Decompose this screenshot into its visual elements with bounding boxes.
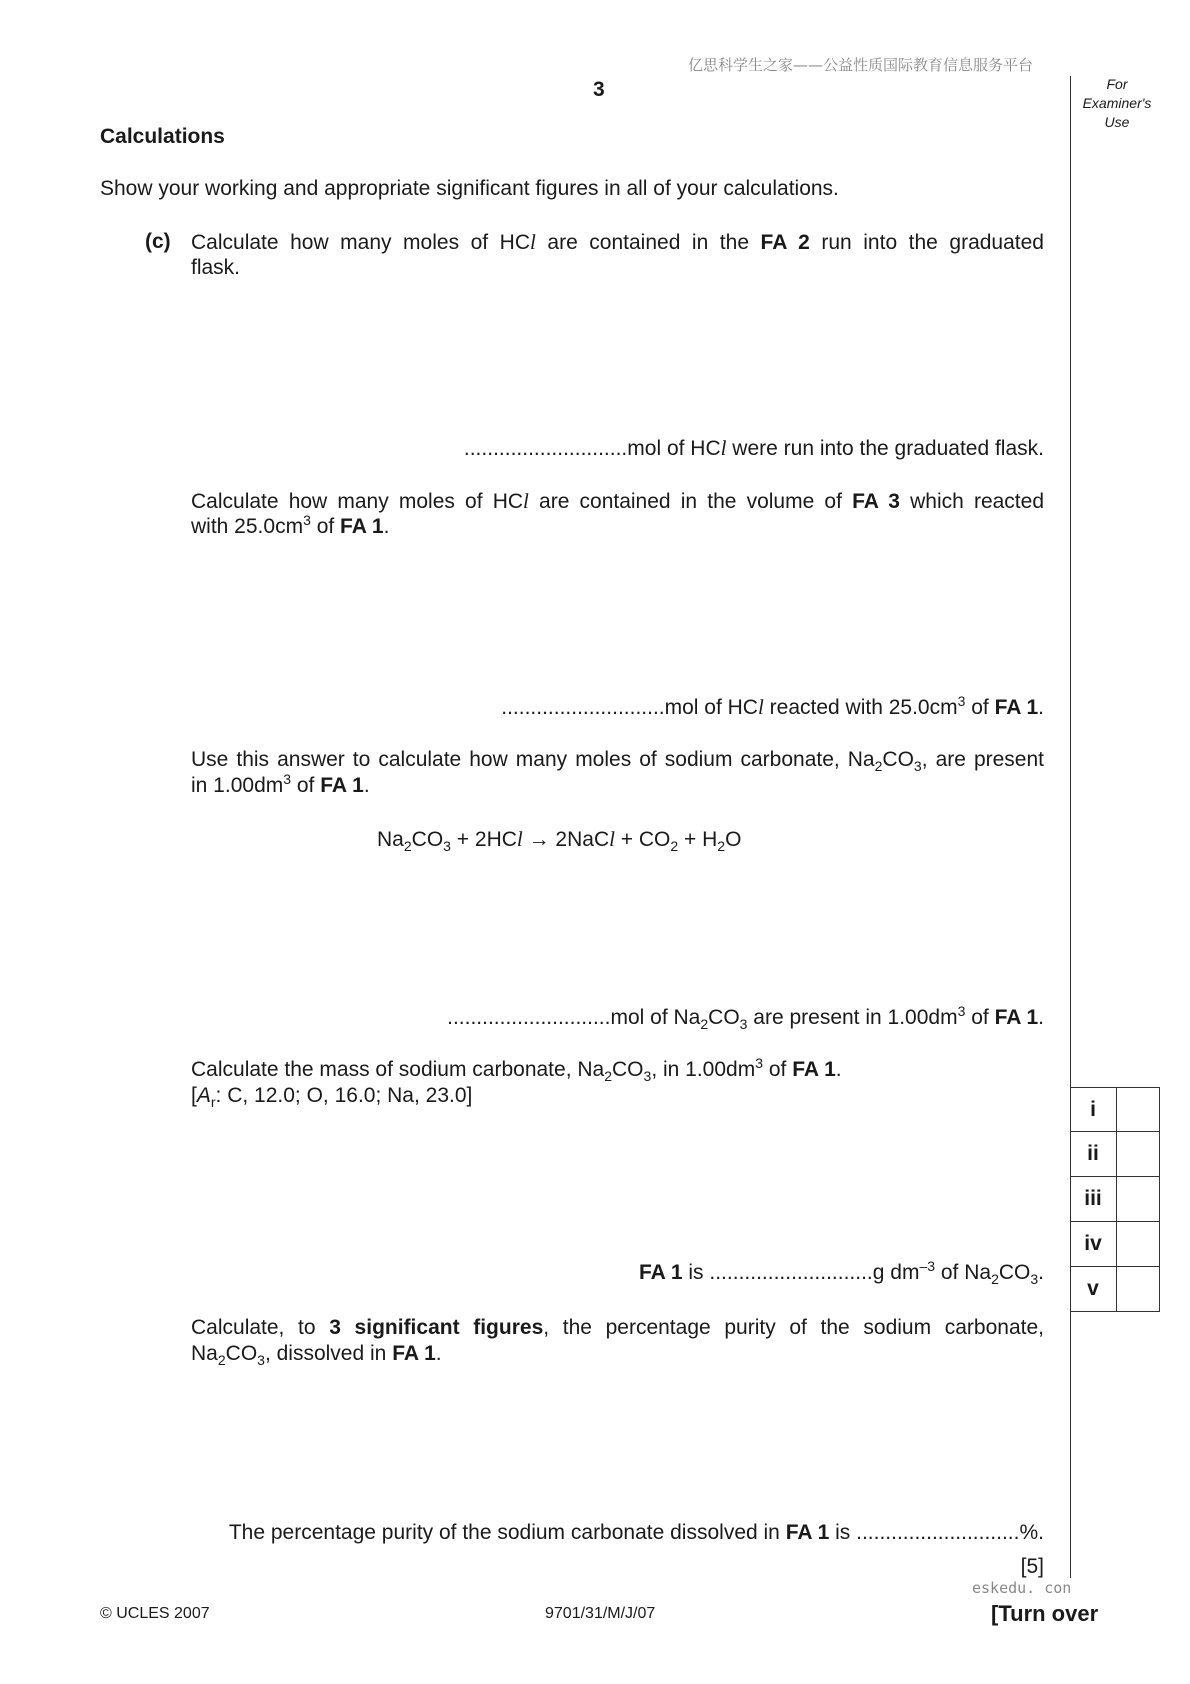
section-title: Calculations xyxy=(100,125,225,148)
mark-box-iii xyxy=(1070,1177,1160,1222)
question-5-text-2: $Na_2CO_3$, dissolved in FA 1. xyxy=(191,1342,442,1368)
paper-code: 9701/31/M/J/07 xyxy=(545,1605,656,1622)
question-4-text: Calculate the mass of sodium carbonate, $Na_2CO_3$, in $1.00dm^3$ of FA 1. xyxy=(191,1055,842,1084)
mark-box-cell[interactable] xyxy=(1116,1177,1160,1221)
answer-line-4: FA 1 is ............................g $dm^{-3}$ of $Na_2CO_3$. xyxy=(638,1258,1044,1287)
instruction: Show your working and appropriate significant figures in all of your calculations. xyxy=(100,177,839,200)
question-5-text: Calculate, to 3 significant figures, the percentage purity of the sodium carbonate, xyxy=(191,1316,1044,1339)
question-1-text-2: flask. xyxy=(191,256,241,279)
page-number: 3 xyxy=(593,78,605,101)
margin-rule xyxy=(1070,76,1071,1578)
watermark: 亿思科学生之家——公益性质国际教育信息服务平台 xyxy=(688,56,1034,74)
question-2-text: Calculate how many moles of HCl are contained in the volume of FA 3 which reacted xyxy=(191,489,1044,513)
copyright: © UCLES 2007 xyxy=(100,1605,210,1622)
mark-box-label: iv xyxy=(1084,1232,1102,1255)
question-3-text-2: in $1.00dm^3$ of FA 1. xyxy=(191,771,370,797)
mark-box-label: v xyxy=(1087,1277,1099,1300)
mark-box-iv xyxy=(1070,1222,1160,1267)
mark-box-label: ii xyxy=(1087,1142,1099,1165)
site-watermark: eskedu. con xyxy=(972,1579,1072,1597)
question-2-text-2: with $25.0cm^3$ of FA 1. xyxy=(191,512,390,538)
answer-line-3: ............................mol of $Na_2CO_3$ are present in $1.00dm^3$ of FA 1. xyxy=(447,1003,1044,1032)
question-label: (c) xyxy=(145,230,171,253)
mark-box-label: i xyxy=(1090,1098,1096,1121)
mark-box-cell[interactable] xyxy=(1116,1088,1160,1132)
chemical-equation: $Na_2CO_3 + 2HCl$ → 2NaCl + $CO_2 + H_2O$ xyxy=(377,827,742,854)
mark-box-cell[interactable] xyxy=(1116,1267,1160,1311)
mark-box-v xyxy=(1070,1267,1160,1312)
answer-line-1: ............................mol of HCl were run into the graduated flask. xyxy=(463,436,1044,460)
mark-box-label: iii xyxy=(1084,1187,1102,1210)
examiner-use-label: For Examiner's Use xyxy=(1082,76,1152,130)
mark-box-cell[interactable] xyxy=(1116,1222,1160,1266)
question-3-text: Use this answer to calculate how many moles of sodium carbonate, $Na_2CO_3$, are present xyxy=(191,748,1044,774)
answer-line-5: The percentage purity of the sodium carbonate dissolved in FA 1 is ............................%. xyxy=(228,1521,1044,1544)
answer-line-2: ............................mol of HCl reacted with $25.0cm^3$ of FA 1. xyxy=(501,693,1044,719)
relative-atomic-masses: [$A_r$: C, 12.0; O, 16.0; Na, 23.0] xyxy=(191,1084,473,1110)
turn-over: [Turn over xyxy=(991,1601,1099,1626)
mark-box-cell[interactable] xyxy=(1116,1132,1160,1176)
question-1-text: Calculate how many moles of HCl are contained in the FA 2 run into the graduated xyxy=(191,230,1044,254)
mark-box-ii xyxy=(1070,1132,1160,1177)
marks: [5] xyxy=(1020,1555,1044,1578)
mark-box-i xyxy=(1070,1087,1160,1132)
